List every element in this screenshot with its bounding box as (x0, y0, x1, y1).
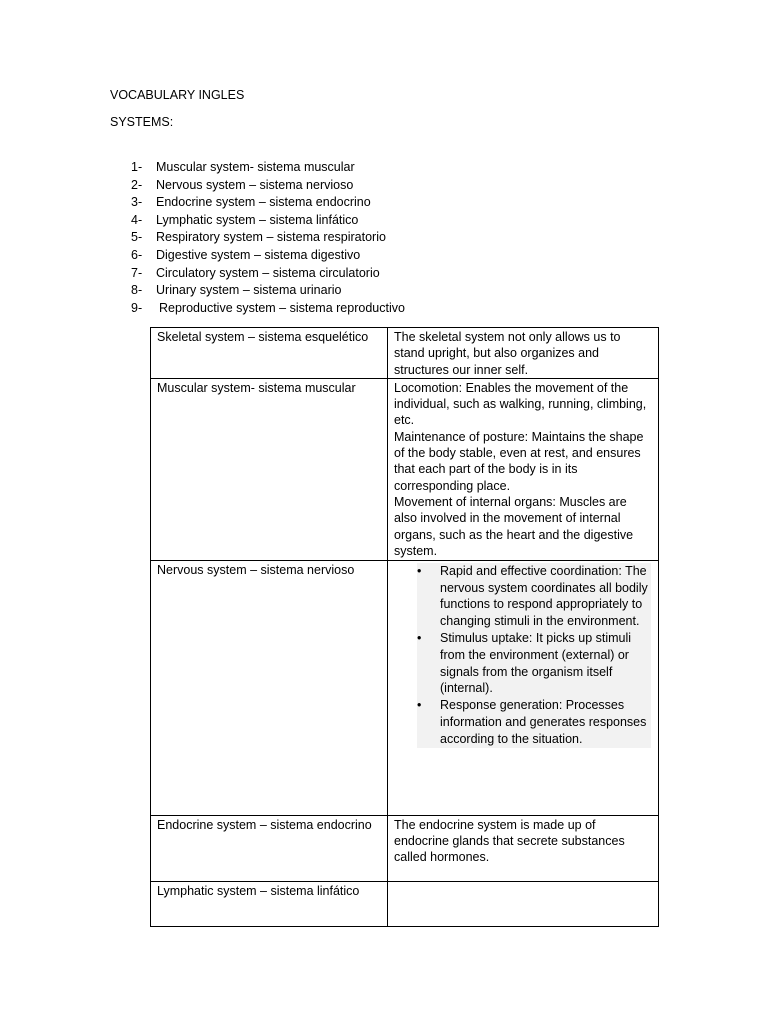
list-text: Endocrine system – sistema endocrino (156, 195, 371, 210)
vocabulary-table (150, 327, 659, 927)
term-text: Skeletal system – sistema esquelético (157, 330, 369, 344)
list-number: 5- (131, 230, 143, 245)
term-cell (151, 815, 388, 881)
term-cell (151, 560, 388, 815)
list-text: Muscular system- sistema muscular (156, 160, 355, 174)
list-item (131, 194, 405, 212)
list-item (131, 177, 405, 195)
table-row (151, 881, 659, 926)
definition-cell (388, 560, 659, 815)
definition-cell (388, 378, 659, 560)
table-row (151, 328, 659, 379)
bullet-icon: • (417, 563, 422, 578)
bullet-text: Stimulus uptake: It picks up stimuli from the environment (external) or signals from the organism itself (internal). (440, 631, 632, 696)
definition-text: The skeletal system not only allows us to stand upright, but also organizes and structures our inner self. (394, 330, 621, 377)
definition-cell (388, 328, 659, 379)
list-number: 1- (131, 160, 143, 174)
list-text: Respiratory system – sistema respiratorio (156, 230, 386, 245)
list-text: Nervous system – sistema nervioso (156, 177, 354, 192)
term-text: Endocrine system – sistema endocrino (157, 817, 372, 832)
bullet-text: Response generation: Processes information and generates responses according to the situation. (440, 698, 647, 746)
list-text: Lymphatic system – sistema linfático (156, 212, 359, 227)
bullet-list (417, 563, 649, 748)
definition-text: Locomotion: Enables the movement of the individual, such as walking, running, climbing, etc. (394, 380, 647, 428)
list-number: 7- (131, 265, 143, 280)
list-number: 4- (131, 212, 143, 227)
table-row (151, 378, 659, 560)
list-item (131, 247, 405, 265)
list-item (131, 300, 405, 318)
list-text: Urinary system – sistema urinario (156, 283, 342, 298)
list-item (131, 282, 405, 300)
bullet-icon: • (417, 698, 422, 713)
list-item (131, 229, 405, 247)
definition-cell (388, 815, 659, 881)
list-item (417, 563, 649, 630)
list-text: Reproductive system – sistema reproductivo (159, 300, 405, 315)
bullet-icon: • (417, 631, 422, 646)
list-item (131, 159, 405, 177)
term-text: Nervous system – sistema nervioso (157, 562, 355, 577)
term-cell (151, 328, 388, 379)
section-heading: SYSTEMS: (110, 115, 174, 129)
list-number: 3- (131, 195, 143, 210)
table-row (151, 815, 659, 881)
table-row (151, 560, 659, 815)
list-number: 2- (131, 177, 143, 192)
list-item (417, 630, 649, 697)
term-cell (151, 881, 388, 926)
list-item (131, 265, 405, 283)
list-text: Digestive system – sistema digestivo (156, 247, 361, 262)
list-item (131, 212, 405, 230)
term-text: Lymphatic system – sistema linfático (157, 883, 360, 898)
systems-list (131, 159, 405, 317)
list-text: Circulatory system – sistema circulatorio (156, 265, 380, 280)
term-text: Muscular system- sistema muscular (157, 380, 356, 395)
bullet-text: Rapid and effective coordination: The nervous system coordinates all bodily functions to respond appropriately to changing stimuli in the environment. (440, 563, 648, 629)
list-number: 9- (131, 300, 143, 315)
list-number: 8- (131, 283, 143, 298)
shaded-bullet-block (417, 563, 651, 748)
term-cell (151, 378, 388, 560)
list-item (417, 697, 649, 747)
document-title: VOCABULARY INGLES (110, 88, 245, 102)
definition-cell (388, 881, 659, 926)
definition-text: Maintenance of posture: Maintains the shape of the body stable, even at rest, and ensures that each part of the body is in its corresponding place. (394, 429, 644, 493)
definition-text: Movement of internal organs: Muscles are also involved in the movement of internal organs, such as the heart and the digestive system. (394, 494, 634, 558)
list-number: 6- (131, 247, 143, 262)
definition-text: The endocrine system is made up of endocrine glands that secrete substances called hormones. (394, 817, 625, 865)
